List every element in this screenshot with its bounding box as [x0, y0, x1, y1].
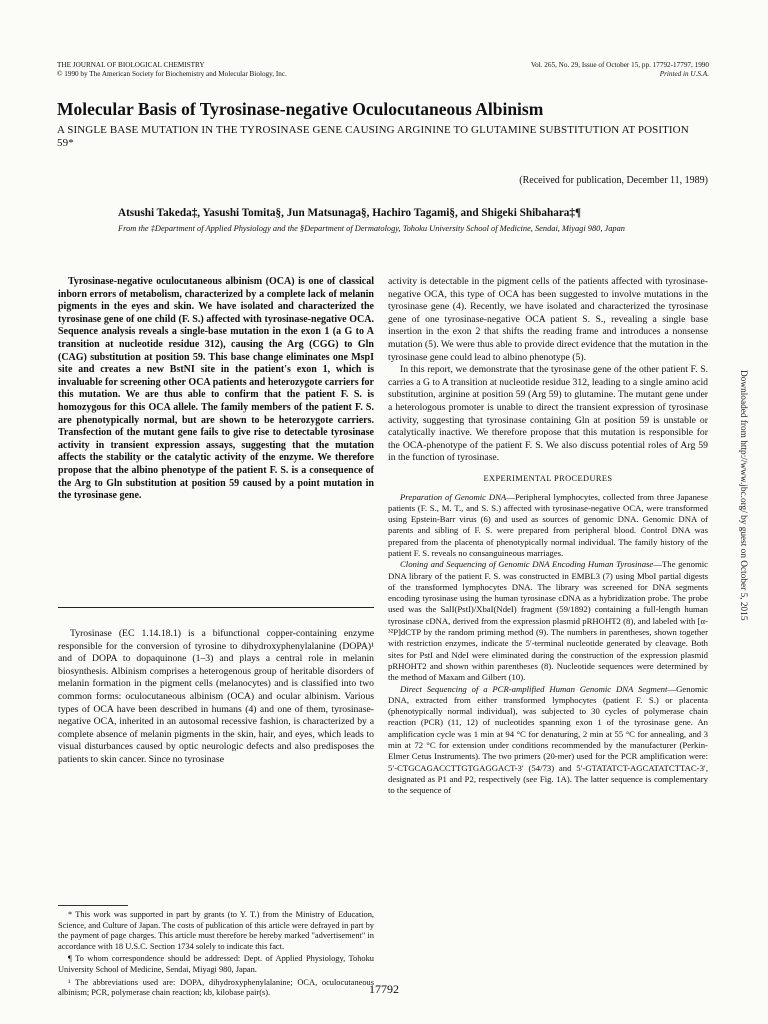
issue-header: [429, 61, 709, 79]
method-pcr: [388, 684, 708, 797]
intro-continued: activity is detectable in the pigment cells of the patients affected with tyrosinase-negative OCA, this type of OCA has been suggested to involve mutations in the tyrosinase gene (4). Recently, we have isolated and characterized the tyrosinase gene of one tyrosinase-negative OCA patient S. S., revealing a single base insertion in the exon 2 that shifts the reading frame and introduces a nonsense mutation (5). We were thus able to provide direct evidence that the mutation in the tyrosinase gene could lead to albino phenotype (5).: [388, 276, 708, 363]
volume-info: Vol. 265, No. 29, Issue of October 15, pp. 17792-17797, 1990: [530, 61, 709, 69]
method-cloning: [388, 559, 708, 683]
footnote-funding: * This work was supported in part by grants (to Y. T.) from the Ministry of Education, Science, and Culture of Japan. The costs of publication of this article were defrayed in part by the payment of page charges. This article must therefore be hereby marked "advertisement" in accordance with 18 U.S.C. Section 1734 solely to indicate this fact.: [58, 910, 374, 951]
introduction-left: [58, 628, 374, 767]
method-heading: Cloning and Sequencing of Genomic DNA Encoding Human Tyrosinase: [400, 559, 654, 570]
copyright-line: © 1990 by The American Society for Biochemistry and Molecular Biology, Inc.: [57, 70, 287, 78]
download-note-text: Downloaded from http://www.jbc.org/ by guest on October 5, 2015: [738, 370, 748, 621]
journal-name: THE JOURNAL OF BIOLOGICAL CHEMISTRY: [57, 61, 205, 69]
method-genomic-dna: [388, 492, 708, 560]
received-date: (Received for publication, December 11, 1989): [519, 175, 708, 186]
footnotes: [58, 910, 374, 1001]
journal-header: [57, 61, 417, 79]
method-text: —Genomic DNA, extracted from either transformed lymphocytes (patient F. S.) or placenta (phenotypically normal individual), was subjected to 30 cycles of polymerase chain reaction (PCR) (11, 12) of nucleotides spanning exon 1 of the tyrosinase gene. An amplification cycle was 1 min at 94 °C for denaturing, 2 min at 55 °C for annealing, and 3 min at 72 °C for extension under conditions recommended by the manufacturer (Perkin-Elmer Cetus Instruments). The two primers (20-mer) used for the PCR amplification were: 5′-CTGCAGACCTTGTGAGGACT-3′ (54/73) and 5′-GTATATCT-AGCATATCTTAC-3′, designated as P1 and P2, respectively (see Fig. 1A). The latter sequence is complementary to the sequence of: [388, 683, 708, 796]
abstract-divider: [58, 607, 374, 608]
method-text: —The genomic DNA library of the patient F. S. was constructed in EMBL3 (7) using MboI partial digests of the transformed lymphocytes DNA. The library was screened for DNA segments encoding tyrosinase using the human tyrosinase cDNA as a hybridization probe. The probe used was the SalI(PstI)/XbaI(NdeI) fragment (59/1892) containing a full-length human tyrosinase cDNA, derived from the expression plasmid pRHOHT2 (8), and labeled with [α-³²P]dCTP by the random priming method (9). The numbers in parentheses, shown together with restriction enzymes, indicate the 5′-terminal nucleotide generated by cleavage. Both sites for PstI and NdeI were eliminated during the construction of the expression plasmid pRHOHT2 and shown within parentheses (8). Nucleotide sequences were determined by the method of Maxam and Gilbert (10).: [388, 559, 708, 683]
abstract: [58, 276, 374, 503]
footnote-correspondence: ¶ To whom correspondence should be addressed: Dept. of Applied Physiology, Tohoku University School of Medicine, Sendai, Miyagi 980, Japan.: [58, 954, 374, 974]
method-heading: Direct Sequencing of a PCR-amplified Human Genomic DNA Segment: [400, 683, 668, 694]
section-heading: EXPERIMENTAL PROCEDURES: [483, 473, 613, 483]
article-subtitle: A SINGLE BASE MUTATION IN THE TYROSINASE GENE CAUSING ARGININE TO GLUTAMINE SUBSTITUTION AT POSITION 59*: [57, 124, 689, 149]
printed-line: Printed in U.S.A.: [659, 70, 709, 78]
affiliation: From the ‡Department of Applied Physiology and the §Department of Dermatology, Tohoku University School of Medicine, Sendai, Miyagi 980, Japan: [118, 224, 625, 233]
method-heading: Preparation of Genomic DNA: [400, 491, 507, 502]
method-text: —Peripheral lymphocytes, collected from three Japanese patients (F. S., M. T., and S. S.) affected with tyrosinase-negative OCA, were transformed using Epstein-Barr virus (6) and used as sources of genomic DNA. Genomic DNA of parents and sibling of F. S. were prepared from peripheral blood. Control DNA was prepared from the placenta of phenotypically normal individual. The family history of the patient F. S. reveals no consanguineous marriages.: [388, 491, 709, 558]
download-note: [734, 180, 752, 620]
intro-report: In this report, we demonstrate that the tyrosinase gene of the other patient F. S. carries a G to A transition at nucleotide residue 312, leading to a single amino acid substitution, arginine at position 59 (Arg 59) to glutamine. The mutant gene under a heterologous promoter is unable to direct the transient expression of tyrosinase activity, suggesting that tyrosinase containing Gln at position 59 is unstable or catalytically inactive. We therefore propose that this mutation is responsible for the OCA-phenotype of the patient F. S. We also discuss potential roles of Arg 59 in the function of tyrosinase.: [388, 364, 708, 464]
abstract-text: Tyrosinase-negative oculocutaneous albinism (OCA) is one of classical inborn errors of metabolism, characterized by a complete lack of melanin pigments in the eyes and skin. We have isolated and characterized the tyrosinase gene of one child (F. S.) affected with tyrosinase-negative OCA. Sequence analysis reveals a single-base mutation in the exon 1 (a G to A transition at nucleotide residue 312), causing the Arg (CGG) to Gln (CAG) substitution at position 59. This base change eliminates one MspI site and creates a new BstNI site in the patient's exon 1, which is invaluable for screening other OCA patients and heterozygote carriers for this mutation. We are thus able to confirm that the patient F. S. is homozygous for this OCA allele. The family members of the patient F. S. are phenotypically normal, but are shown to be heterozygote carriers. Transfection of the mutant gene fails to give rise to detectable tyrosinase activity in transient expression assays, suggesting that the mutation affects the stability or the catalytic activity of the enzyme. We therefore propose that the albino phenotype of the patient F. S. is a consequence of the Arg to Gln substitution at position 59 caused by a point mutation in the tyrosinase gene.: [58, 276, 374, 502]
page-number: 17792: [369, 982, 399, 996]
author-list: Atsushi Takeda‡, Yasushi Tomita§, Jun Matsunaga§, Hachiro Tagami§, and Shigeki Shibahara‡¶: [118, 207, 582, 219]
intro-paragraph: Tyrosinase (EC 1.14.18.1) is a bifunctional copper-containing enzyme responsible for the conversion of tyrosine to dihydroxyphenylalanine (DOPA)¹ and of DOPA to dopaquinone (1–3) and plays a central role in melanin biosynthesis. Albinism comprises a heterogenous group of heritable disorders of melanin formation in the pigment cells (melanocytes) and is classified into two common forms: oculocutaneous albinism (OCA) and ocular albinism. Various types of OCA have been described in humans (4) and one of them, tyrosinase-negative OCA, inherited in an autosomal recessive fashion, is characterized by a complete absence of melanin pigments in the skin, hair, and eyes, which leads to visual disturbances caused by optic neurologic defects and also predisposes the patients to skin cancer. Since no tyrosinase: [58, 628, 374, 765]
footnote-abbreviations: ¹ The abbreviations used are: DOPA, dihydroxyphenylalanine; OCA, oculocutaneous albinism; PCR, polymerase chain reaction; kb, kilobase pair(s).: [58, 977, 374, 998]
right-column: [388, 276, 708, 797]
footnote-divider: [58, 905, 128, 906]
article-title: Molecular Basis of Tyrosinase-negative Oculocutaneous Albinism: [57, 99, 544, 119]
